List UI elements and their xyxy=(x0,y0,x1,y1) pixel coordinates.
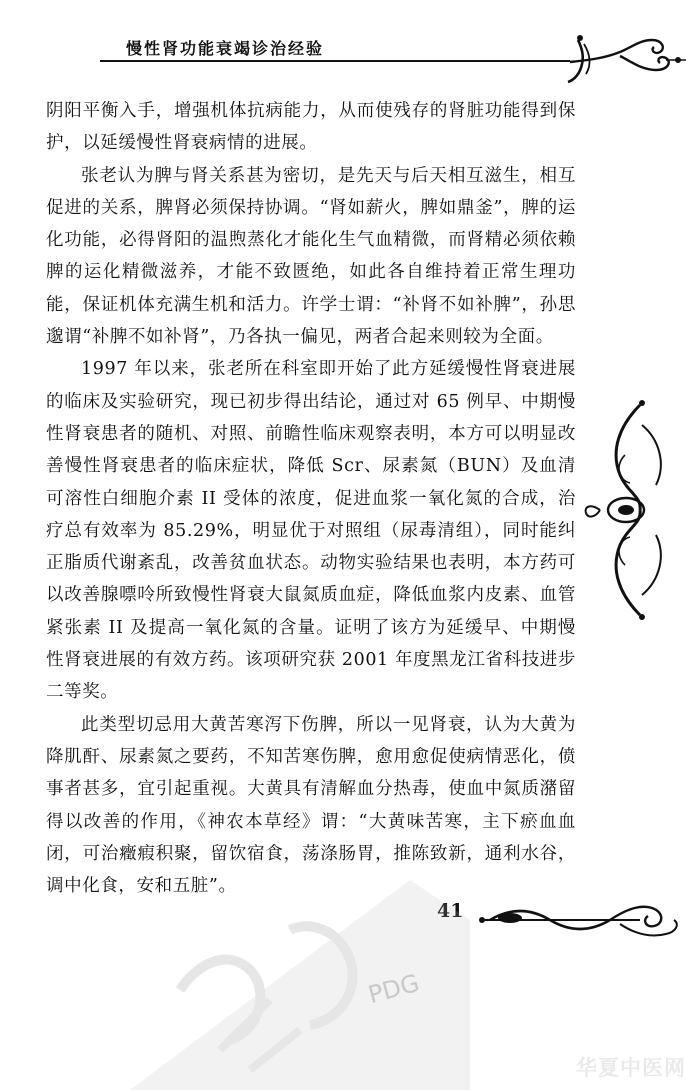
running-header xyxy=(100,30,570,64)
paragraph: 阴阳平衡入手，增强机体抗病能力，从而使残存的肾脏功能得到保护，以延缓慢性肾衰病情的进展。 xyxy=(46,101,576,154)
site-watermark: 华夏中医网 xyxy=(576,1056,686,1080)
page-number: 41 xyxy=(437,900,464,922)
pdg-watermark: PDG xyxy=(365,968,423,1010)
body-text xyxy=(46,95,576,902)
top-ornament-icon xyxy=(560,30,690,90)
header-rule xyxy=(100,60,570,62)
paragraph: 此类型切忌用大黄苦寒泻下伤脾，所以一见肾衰，认为大黄为降肌酐、尿素氮之要药，不知苦寒伤脾，愈用愈促使病情恶化，偾事者甚多，宜引起重视。大黄具有清解血分热毒，使血中氮质潴留得以改善的作用，《神农本草经》谓：“大黄味苦寒，主下瘀血血闭，可治癥瘕积聚，留饮宿食，荡涤肠胃，推陈致新，通利水谷，调中化食，安和五脏”。 xyxy=(46,714,576,897)
side-ornament-icon xyxy=(580,395,680,625)
paragraph: 1997 年以来，张老所在科室即开始了此方延缓慢性肾衰进展的临床及实验研究，现已初步得出结论，通过对 65 例早、中期慢性肾衰患者的随机、对照、前瞻性临床观察表明，本方可以明显改善慢性肾衰患者的临床症状，降低 Scr、尿素氮（BUN）及血清可溶性白细胞介素 II 受体的浓度，促进血浆一氧化氮的合成，治疗总有效率为 85.29%，明显优于对照组（尿毒清组），同时能纠正脂质代谢紊乱，改善贫血状态。动物实验结果也表明，本方药可以改善腺嘌呤所致慢性肾衰大鼠氮质血症，降低血浆内皮素、血管紧张素 II 及提高一氧化氮的含量。证明了该方为延缓早、中期慢性肾衰进展的有效方药。该项研究获 2001 年度黑龙江省科技进步二等奖。 xyxy=(46,359,576,703)
header-title: 慢性肾功能衰竭诊治经验 xyxy=(126,39,325,58)
paragraph: 张老认为脾与肾关系甚为密切，是先天与后天相互滋生，相互促进的关系，脾肾必须保持协调。“肾如薪火，脾如鼎釜”，脾的运化功能，必得肾阳的温煦蒸化才能化生气血精微，而肾精必须依赖脾的运化精微滋养，才能不致匮绝，如此各自维持着正常生理功能，保证机体充满生机和活力。许学士谓：“补肾不如补脾”，孙思邈谓“补脾不如补肾”，乃各执一偏见，两者合起来则较为全面。 xyxy=(46,165,577,348)
